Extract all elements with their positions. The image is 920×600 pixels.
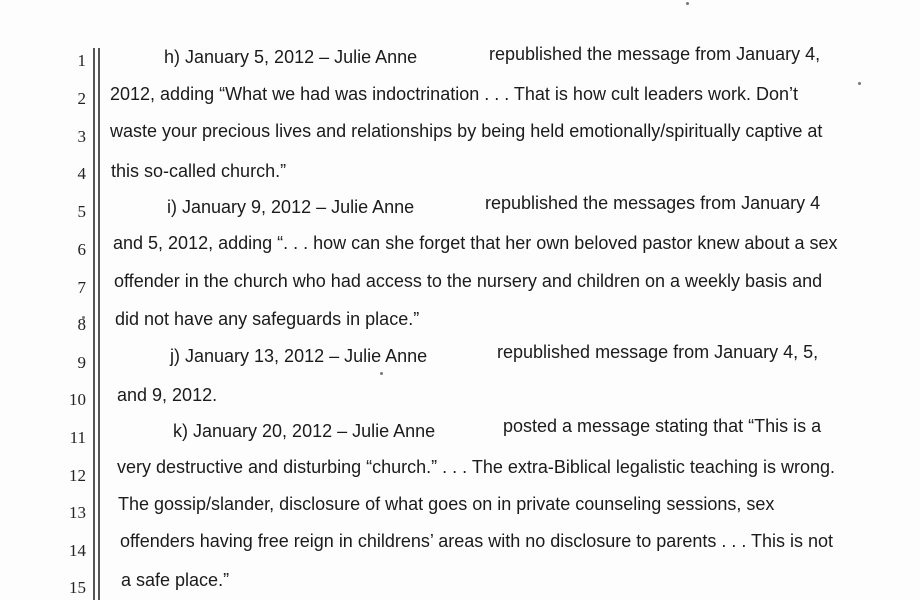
- line-number: 3: [77, 127, 86, 146]
- margin-rule-left: [93, 48, 95, 600]
- line-number: 1: [77, 51, 86, 70]
- line-number: 5: [77, 202, 86, 221]
- scan-speck: [686, 2, 689, 5]
- body-line: waste your precious lives and relationships by being held emotionally/spiritually captive at: [110, 121, 823, 141]
- paragraph-h-date: h) January 5, 2012 – Julie Anne: [164, 47, 418, 67]
- line-number: 15: [69, 578, 86, 597]
- line-number: 8: [77, 315, 86, 334]
- line-number: 6: [77, 240, 86, 259]
- paragraph-i-action: republished the messages from January 4: [485, 193, 821, 213]
- body-line: and 5, 2012, adding “. . . how can she forget that her own beloved pastor knew about a sex: [113, 233, 838, 253]
- line-number: 9: [77, 353, 86, 372]
- paragraph-h-action: republished the message from January 4,: [489, 44, 821, 64]
- body-line: did not have any safeguards in place.”: [115, 309, 420, 329]
- body-line: offender in the church who had access to the nursery and children on a weekly basis and: [114, 271, 823, 291]
- line-number: 10: [69, 390, 86, 409]
- body-line: a safe place.”: [121, 570, 230, 590]
- line-number: 2: [77, 89, 86, 108]
- scan-speck: [380, 372, 383, 375]
- body-line: this so-called church.”: [111, 161, 287, 181]
- paragraph-k-action: posted a message stating that “This is a: [503, 416, 822, 436]
- line-number: 14: [69, 541, 86, 560]
- body-line: The gossip/slander, disclosure of what goes on in private counseling sessions, sex: [118, 494, 775, 514]
- body-line: and 9, 2012.: [117, 385, 218, 405]
- paragraph-j-date: j) January 13, 2012 – Julie Anne: [170, 346, 428, 366]
- paragraph-j-action: republished message from January 4, 5,: [497, 342, 819, 362]
- body-line: very destructive and disturbing “church.” . . . The extra-Biblical legalistic teaching is wrong.: [117, 457, 835, 477]
- line-number: 13: [69, 503, 86, 522]
- body-line: 2012, adding “What we had was indoctrination . . . That is how cult leaders work. Don’t: [110, 84, 799, 104]
- line-number: 4: [77, 164, 86, 183]
- paragraph-k-date: k) January 20, 2012 – Julie Anne: [173, 421, 436, 441]
- paragraph-i-date: i) January 9, 2012 – Julie Anne: [167, 197, 415, 217]
- body-line: offenders having free reign in childrens’ areas with no disclosure to parents . . . This is not: [120, 531, 834, 551]
- line-number: 11: [69, 428, 86, 447]
- line-number: 12: [69, 466, 86, 485]
- line-number: 7: [77, 278, 86, 297]
- margin-rule-right: [98, 48, 100, 600]
- scan-speck: [858, 82, 861, 85]
